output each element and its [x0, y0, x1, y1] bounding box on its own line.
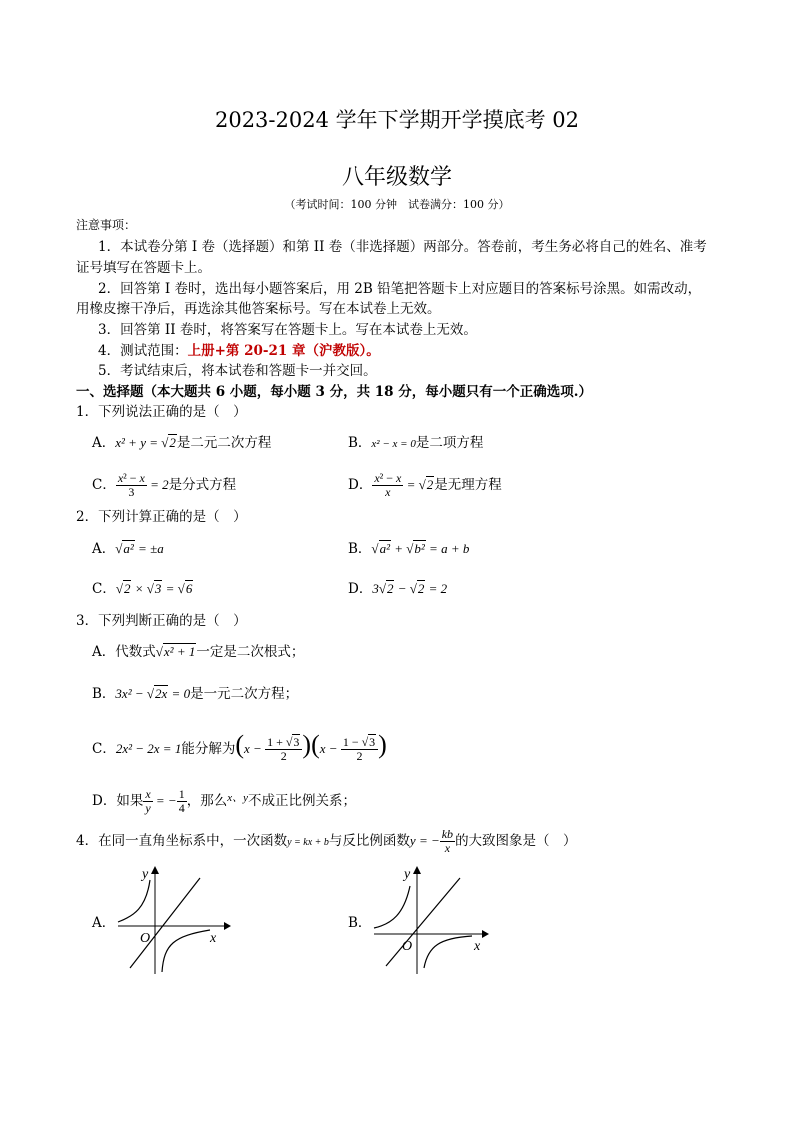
q1-c-text: 是分式方程	[168, 477, 237, 493]
graph-b-y-label: y	[404, 867, 411, 882]
section-1-heading	[76, 382, 592, 402]
q3-option-d: D．如果 $\frac{x}{y}$ = − $\frac{1}{4}$ ，那么$^{x、y}$不成正比例关系；	[92, 787, 356, 815]
graph-b-y-arrow	[413, 866, 421, 874]
q1-d-fraction: $\frac{\text{x² − x}}{x}$	[374, 471, 402, 499]
q3-d-tail: 不成正比例关系；	[247, 793, 356, 809]
graph-b-branch-right	[424, 936, 472, 968]
q3-c-formula: 2x² − 2x = 1	[115, 741, 182, 756]
q4-stem-b: 与反比例函数	[328, 833, 410, 849]
q3-a-label: A．代数式	[92, 644, 156, 660]
q4-graph-b	[368, 862, 492, 980]
q4-option-a-label: A．	[92, 915, 116, 931]
note-2b: 用橡皮擦干净后，再选涂其他答案标号。写在本试卷上无效。	[76, 301, 441, 317]
q1-c-fraction: $\frac{\text{x² − x}}{3}$	[117, 471, 145, 499]
note-3: 3．回答第 II 卷时，将答案写在答题卡上。写在本试卷上无效。	[98, 322, 477, 338]
q3-d-text: ，那么	[186, 793, 228, 809]
graph-a-origin: O	[140, 931, 151, 946]
q1-a-formula: x² + y = √2	[115, 435, 176, 450]
notes-heading: 注意事项：	[76, 218, 137, 232]
graph-a-branch-lower	[162, 930, 210, 972]
graph-a-x-label: x	[210, 931, 217, 946]
q1-a-label: A．	[92, 435, 116, 451]
q2-b-eq: = a + b	[429, 541, 470, 556]
q4-stem-c: 的大致图象是（ ）	[455, 833, 577, 849]
section-1-desc: 本大题共 6 小题，每小题 3 分，共 18 分，每小题只有一个正确选项.	[157, 384, 579, 400]
note-4-prefix: 4．测试范围：	[98, 343, 188, 359]
q3-option-b: B．3x² − √2x = 0是一元二次方程；	[92, 686, 299, 702]
q4-graph-a	[112, 862, 232, 980]
q2-option-a: A．√a² = ±a	[92, 541, 164, 557]
q1-b-formula: x² − x = 0	[371, 438, 416, 450]
q1-option-a	[92, 433, 271, 453]
q1-option-c: C． $\frac{\text{x² − x}}{3}$ = 2是分式方程	[92, 471, 237, 499]
graph-b-line	[386, 878, 460, 966]
q3-option-c: C．2x² − 2x = 1能分解为(x − $\frac{1 + √3}{2}$ )(x − $\frac{1 - √3}{2}$ )	[92, 730, 387, 763]
q2-d-label: D．	[348, 581, 373, 597]
q2-c-label: C．	[92, 581, 116, 597]
note-2a: 2．回答第 I 卷时，选出每小题答案后，用 2B 铅笔把答题卡上对应题目的答案标号涂黑。如需改动，	[98, 281, 702, 297]
graph-b-x-label: x	[474, 939, 481, 954]
q2-option-d: D．3√2 − √2 = 2	[348, 581, 448, 597]
q1-stem: 1．下列说法正确的是（ ）	[76, 404, 247, 420]
q2-a-eq: = ±a	[138, 541, 164, 556]
q2-b-label: B．	[348, 541, 372, 557]
q3-b-text: 是一元二次方程；	[190, 686, 299, 702]
q4-stem-a: 4．在同一直角坐标系中，一次函数	[76, 833, 288, 849]
graph-a-y-label: y	[142, 867, 149, 882]
q3-a-text: 一定是二次根式；	[196, 644, 305, 660]
q3-option-a: A．代数式√x² + 1一定是二次根式；	[92, 644, 305, 660]
q3-b-label: B．	[92, 686, 116, 702]
graph-b-origin: O	[402, 939, 413, 954]
q1-option-d: D． $\frac{\text{x² − x}}{x}$ = √2是无理方程	[348, 471, 502, 499]
section-1-suffix: ）	[578, 384, 592, 400]
q4-stem: 4．在同一直角坐标系中，一次函数y = kx + b与反比例函数y = − $\frac{kb}{x}$ 的大致图象是（ ）	[76, 827, 577, 855]
q2-option-c: C．√2 × √3 = √6	[92, 581, 193, 597]
q4-linear: y = kx + b	[287, 837, 329, 848]
paper-subject: 八年级数学	[341, 165, 452, 190]
note-1a: 1．本试卷分第 I 卷（选择题）和第 II 卷（非选择题）两部分。答卷前，考生务必将自己的姓名、准考	[98, 239, 707, 255]
section-1-prefix: 一、选择题（	[76, 384, 157, 400]
q1-b-label: B．	[348, 435, 372, 451]
graph-b-branch-left	[374, 886, 410, 928]
graph-a-y-arrow	[151, 866, 159, 874]
q3-c-text: 能分解为	[181, 741, 236, 757]
note-4-suffix: 。	[366, 343, 380, 359]
test-scope: 上册+第 20-21 章（沪教版）	[187, 343, 367, 359]
q2-a-label: A．	[92, 541, 116, 557]
q2-stem: 2．下列计算正确的是（ ）	[76, 509, 247, 525]
q1-d-text: 是无理方程	[434, 477, 502, 493]
paper-title: 2023-2024 学年下学期开学摸底考 02	[214, 108, 580, 132]
q4-option-b-label: B．	[348, 915, 372, 931]
exam-info: （考试时间：100 分钟 试卷满分：100 分）	[284, 198, 510, 211]
graph-a-x-arrow	[224, 922, 231, 930]
graph-b-x-arrow	[482, 930, 489, 938]
graph-a-branch-upper	[118, 880, 150, 922]
q3-d-vars: x、y	[227, 792, 248, 804]
q1-option-b	[348, 433, 483, 454]
q1-d-label: D．	[348, 477, 373, 493]
note-5: 5．考试结束后，将本试卷和答题卡一并交回。	[98, 363, 377, 379]
note-4	[98, 341, 380, 361]
q3-stem: 3．下列判断正确的是（ ）	[76, 613, 247, 629]
q1-a-text: 是二元二次方程	[176, 435, 272, 451]
q3-d-label: D．如果	[92, 793, 144, 809]
q1-c-label: C．	[92, 477, 116, 493]
q2-d-eq: = 2	[428, 581, 448, 596]
q3-c-label: C．	[92, 741, 116, 757]
q1-b-text: 是二项方程	[415, 435, 484, 451]
q2-option-b: B．√a² + √b² = a + b	[348, 541, 470, 557]
note-1b: 证号填写在答题卡上。	[76, 260, 211, 276]
